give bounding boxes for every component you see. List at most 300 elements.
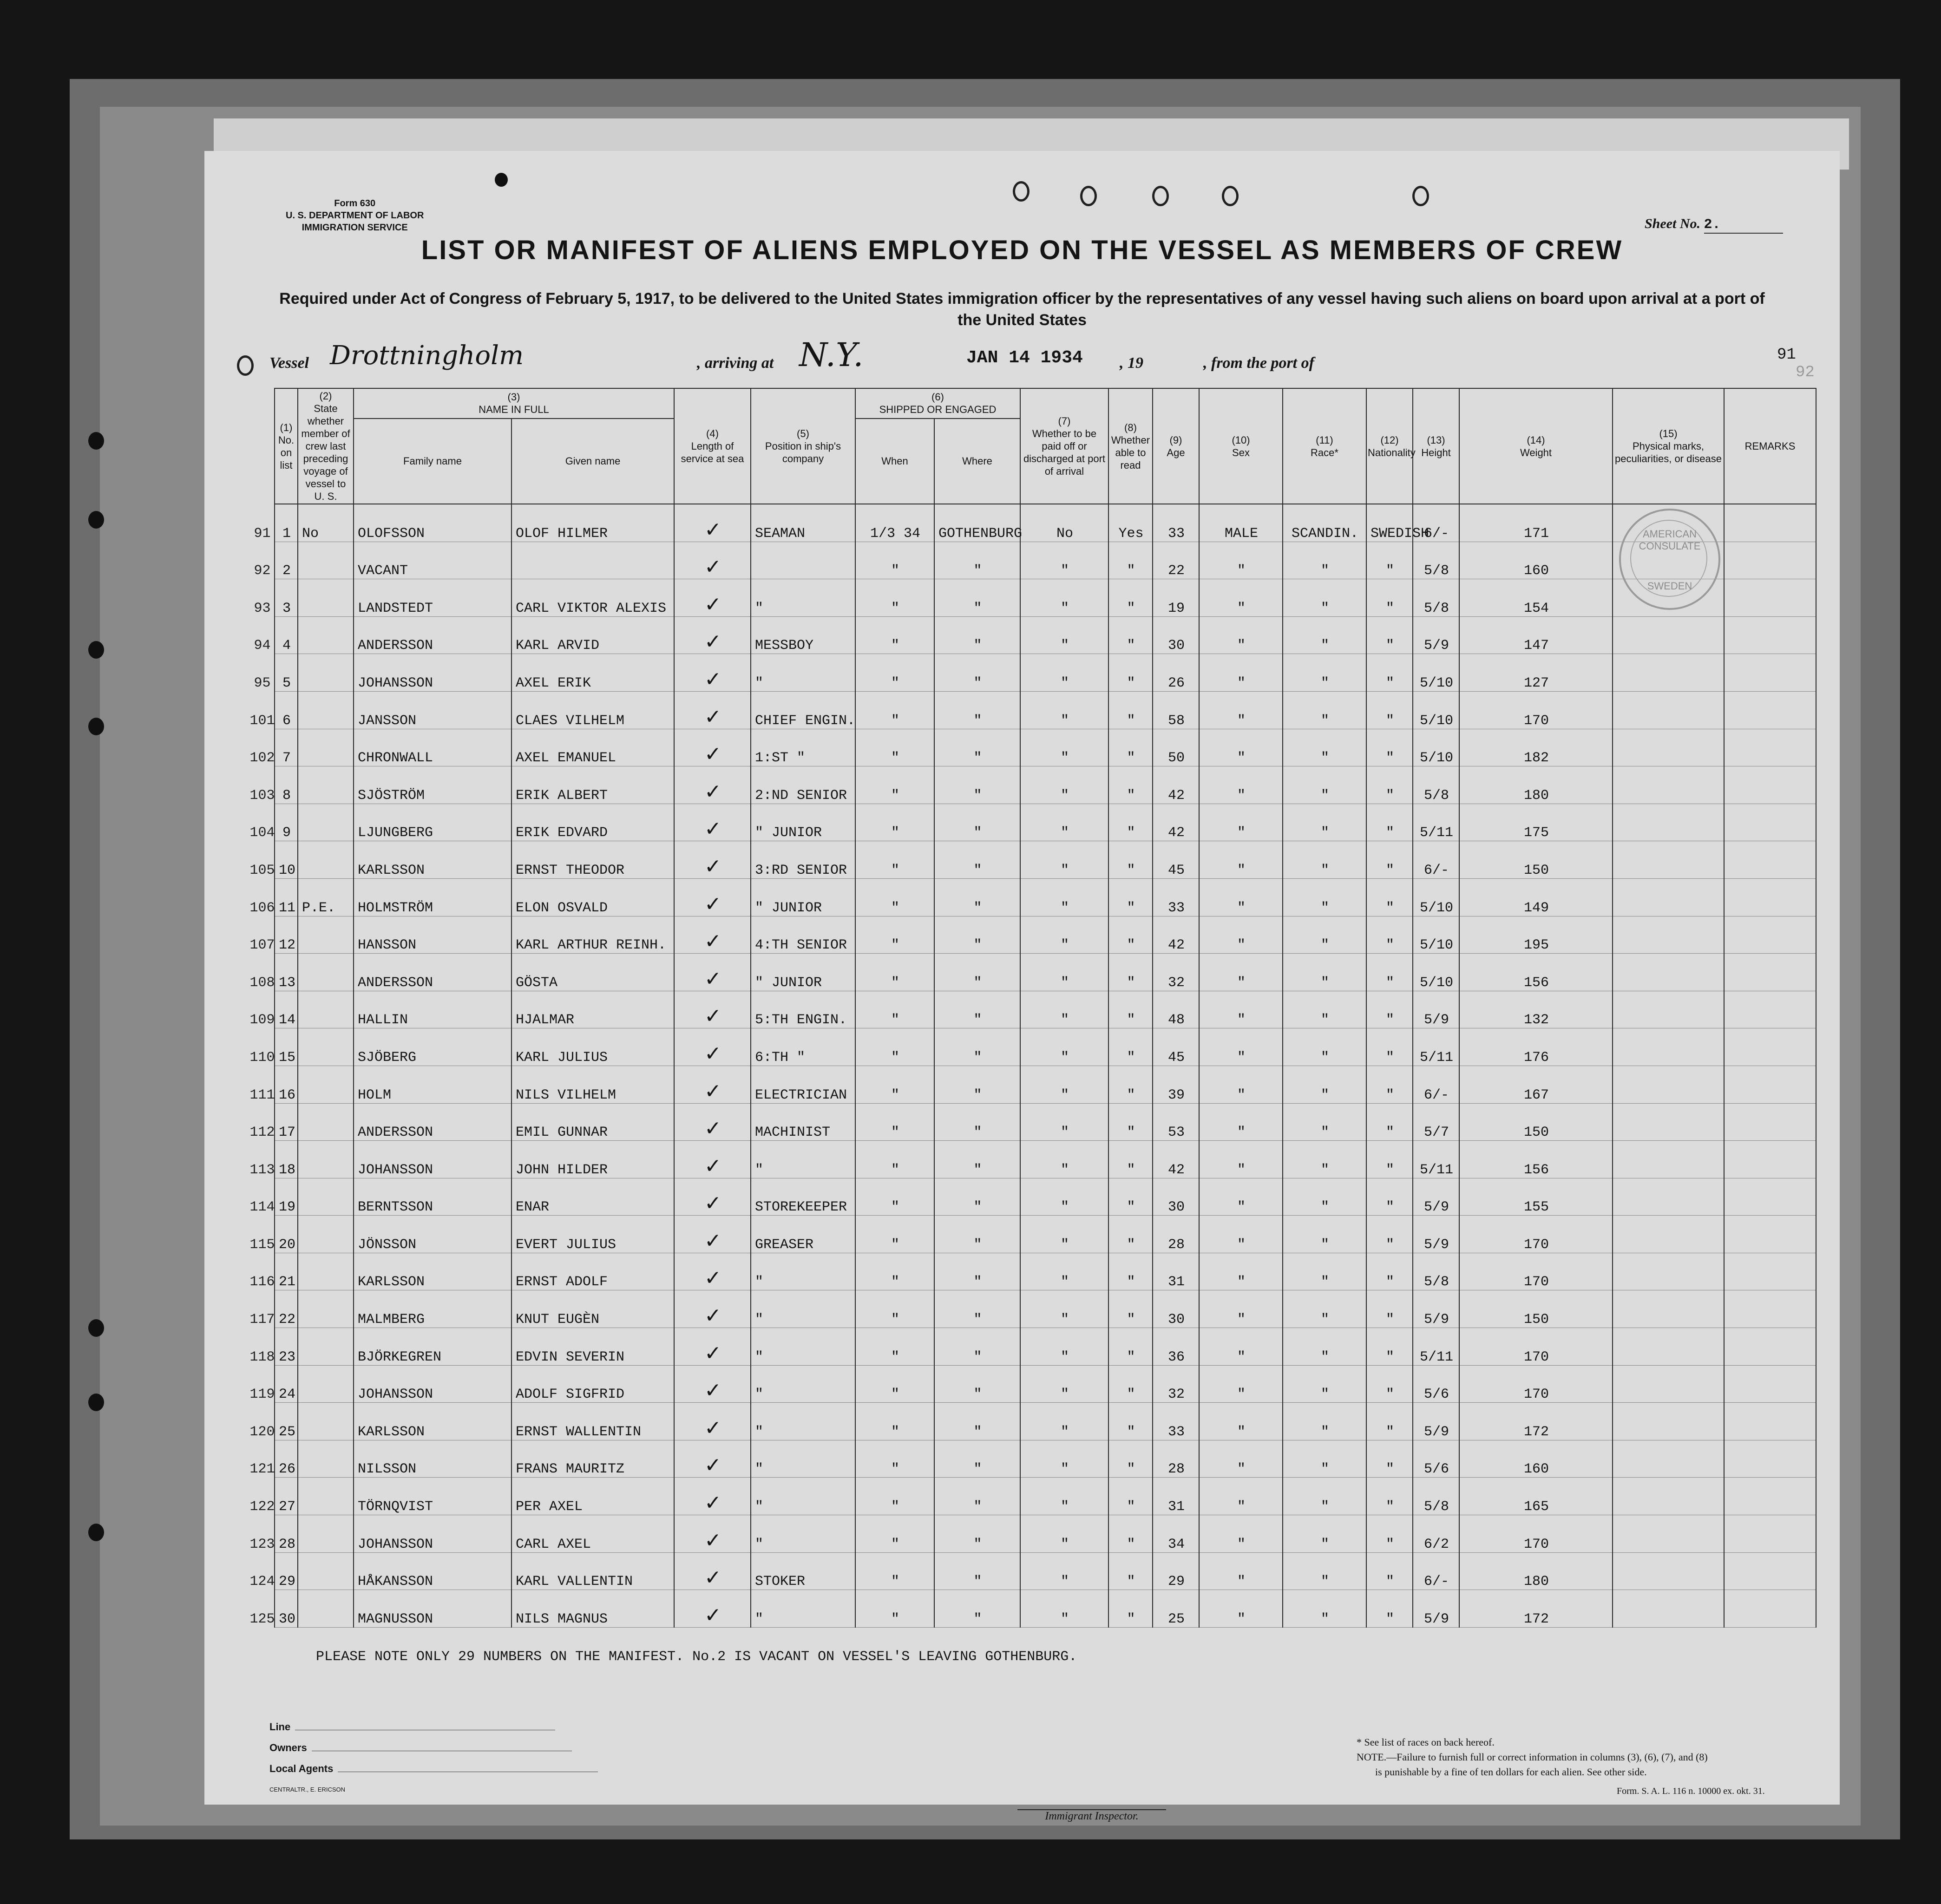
row-number-text: 27 [279,1499,296,1515]
col-header-when: When [855,419,934,504]
paid-off-cell: " [1020,1141,1108,1178]
race-cell: " [1283,616,1366,654]
row-number-cell [249,1552,298,1590]
physical-marks-cell [1613,766,1724,804]
vessel-name: Drottningholm [330,340,524,371]
sex-cell: " [1199,1103,1283,1141]
position-cell: CHIEF ENGIN. [751,691,855,729]
row-number-cell [249,1066,298,1103]
shipped-where-cell: " [934,991,1020,1028]
height-cell: 5/7 [1413,1103,1459,1141]
race-cell: " [1283,1552,1366,1590]
previous-voyage-cell [298,1178,354,1216]
page-subtitle: Required under Act of Congress of February 5, 1917, to be delivered to the United States immigration officer by the representatives of any vessel having such aliens on board upon arrival at a port of the United States [279,290,1765,329]
shipped-when-cell: " [855,729,934,766]
able-to-read-cell: " [1108,1552,1153,1590]
col-header-given-name: Given name [511,419,674,504]
position-cell: MESSBOY [751,616,855,654]
row-number-cell [249,804,298,841]
race-cell: " [1283,878,1366,916]
sex-cell: " [1199,579,1283,617]
manifest-sheet [204,151,1840,1822]
service-length-cell: ✓ [674,991,751,1028]
given-name-cell: EVERT JULIUS [511,1216,674,1253]
family-name-cell: JOHANSSON [354,654,511,692]
nationality-cell: " [1366,1590,1413,1628]
previous-voyage-cell: No [298,504,354,542]
footer-line-field: Line [269,1721,555,1733]
sheet-number-label: Sheet No. [1645,216,1700,231]
able-to-read-cell: " [1108,1028,1153,1066]
height-cell: 5/9 [1413,1216,1459,1253]
sex-cell: " [1199,1328,1283,1366]
table-row [275,616,1816,654]
row-number-text: 3 [282,600,291,616]
weight-cell: 147 [1459,616,1613,654]
given-name-cell: CLAES VILHELM [511,691,674,729]
age-cell: 45 [1153,1028,1199,1066]
previous-voyage-cell [298,841,354,879]
previous-voyage-cell [298,1066,354,1103]
sex-cell: " [1199,654,1283,692]
service-length-cell: ✓ [674,916,751,954]
col-header-paid-off: (7) Whether to be paid off or discharged at port of arrival [1020,388,1108,504]
row-number-cell [249,878,298,916]
service-length-cell: ✓ [674,1253,751,1290]
punch-ring [1152,186,1169,206]
age-cell: 33 [1153,878,1199,916]
previous-voyage-cell [298,1515,354,1553]
row-number-cell [249,1403,298,1440]
row-number-text: 14 [279,1012,296,1028]
nationality-cell: " [1366,1253,1413,1290]
shipped-where-cell: " [934,542,1020,579]
weight-cell: 150 [1459,1290,1613,1328]
position-cell: 5:TH ENGIN. [751,991,855,1028]
shipped-where-cell: " [934,804,1020,841]
race-cell: " [1283,1066,1366,1103]
sex-cell: " [1199,1552,1283,1590]
margin-number: 119 [249,1387,275,1403]
table-row [275,1328,1816,1366]
family-name-cell: JÖNSSON [354,1216,511,1253]
department-name: U. S. DEPARTMENT OF LABOR [286,210,424,221]
remarks-cell [1724,691,1816,729]
weight-cell: 155 [1459,1178,1613,1216]
previous-voyage-cell [298,954,354,991]
shipped-when-cell: " [855,1440,934,1478]
physical-marks-cell [1613,691,1724,729]
race-cell: " [1283,1590,1366,1628]
age-cell: 28 [1153,1440,1199,1478]
service-length-cell: ✓ [674,729,751,766]
table-row [275,1440,1816,1478]
given-name-cell: ENAR [511,1178,674,1216]
height-cell: 5/8 [1413,542,1459,579]
shipped-where-cell: " [934,1066,1020,1103]
margin-number: 91 [254,525,271,542]
nationality-cell: " [1366,1403,1413,1440]
age-cell: 42 [1153,804,1199,841]
table-row [275,1515,1816,1553]
col-header-read: (8) Whether able to read [1108,388,1153,504]
able-to-read-cell: " [1108,616,1153,654]
sex-cell: " [1199,1216,1283,1253]
sex-cell: " [1199,1403,1283,1440]
form-number: Form 630 [334,198,376,209]
row-number-cell [249,1103,298,1141]
row-number-cell [254,542,298,579]
row-number-cell [249,1365,298,1403]
row-number-text: 26 [279,1461,296,1478]
shipped-when-cell: " [855,691,934,729]
previous-voyage-cell [298,1328,354,1366]
inspector-caption: Immigrant Inspector. [1017,1809,1166,1823]
remarks-cell [1724,1066,1816,1103]
inspector-signature [1017,1758,1166,1809]
height-cell: 6/2 [1413,1515,1459,1553]
binder-hole [88,641,104,659]
service-length-cell: ✓ [674,878,751,916]
physical-marks-cell [1613,1028,1724,1066]
previous-voyage-cell [298,916,354,954]
given-name-cell: AXEL ERIK [511,654,674,692]
weight-cell: 150 [1459,1103,1613,1141]
paid-off-cell: " [1020,542,1108,579]
paid-off-cell: " [1020,1028,1108,1066]
shipped-when-cell: " [855,616,934,654]
height-cell: 5/8 [1413,579,1459,617]
family-name-cell: ANDERSSON [354,1103,511,1141]
physical-marks-cell [1613,1515,1724,1553]
sex-cell: " [1199,1178,1283,1216]
race-cell: " [1283,954,1366,991]
weight-cell: 170 [1459,1253,1613,1290]
age-cell: 53 [1153,1103,1199,1141]
given-name-cell: KARL VALLENTIN [511,1552,674,1590]
remarks-cell [1724,1403,1816,1440]
binder-hole [88,1394,104,1411]
given-name-cell: KARL ARVID [511,616,674,654]
position-cell: 3:RD SENIOR [751,841,855,879]
age-cell: 58 [1153,691,1199,729]
row-number-text: 1 [282,525,291,542]
row-number-text: 5 [282,675,291,691]
paid-off-cell: " [1020,1590,1108,1628]
shipped-where-cell: " [934,1515,1020,1553]
paid-off-cell: " [1020,841,1108,879]
row-number-text: 19 [279,1199,296,1216]
service-length-cell: ✓ [674,542,751,579]
age-cell: 48 [1153,991,1199,1028]
margin-number: 105 [249,862,275,878]
paid-off-cell: " [1020,766,1108,804]
family-name-cell: KARLSSON [354,1253,511,1290]
position-cell: " [751,1290,855,1328]
weight-cell: 154 [1459,579,1613,617]
height-cell: 5/11 [1413,1328,1459,1366]
weight-cell: 180 [1459,766,1613,804]
remarks-cell [1724,1590,1816,1628]
margin-number: 121 [249,1461,275,1478]
family-name-cell: CHRONWALL [354,729,511,766]
shipped-when-cell: " [855,1590,934,1628]
manifest-note: PLEASE NOTE ONLY 29 NUMBERS ON THE MANIFEST. No.2 IS VACANT ON VESSEL'S LEAVING GOTHENBURG. [316,1649,1077,1665]
shipped-when-cell: " [855,916,934,954]
remarks-cell [1724,1328,1816,1366]
shipped-where-cell: GOTHENBURG [934,504,1020,542]
family-name-cell: MAGNUSSON [354,1590,511,1628]
given-name-cell: HJALMAR [511,991,674,1028]
height-cell: 5/10 [1413,691,1459,729]
physical-marks-cell [1613,1253,1724,1290]
row-number-cell [249,954,298,991]
able-to-read-cell: " [1108,1103,1153,1141]
nationality-cell: " [1366,616,1413,654]
shipped-when-cell: " [855,991,934,1028]
previous-voyage-cell [298,579,354,617]
previous-voyage-cell [298,991,354,1028]
margin-number: 117 [249,1312,275,1328]
margin-number: 94 [254,638,271,654]
age-cell: 42 [1153,916,1199,954]
previous-voyage-cell [298,691,354,729]
sex-cell: " [1199,1290,1283,1328]
given-name-cell: ERIK EDVARD [511,804,674,841]
arriving-label: , arriving at [697,354,774,372]
punch-ring [1222,186,1239,206]
service-length-cell: ✓ [674,1365,751,1403]
height-cell: 5/11 [1413,1028,1459,1066]
physical-marks-cell [1613,1403,1724,1440]
shipped-when-cell: " [855,841,934,879]
position-cell: " [751,1403,855,1440]
family-name-cell: SJÖBERG [354,1028,511,1066]
table-row [275,916,1816,954]
family-name-cell: BERNTSSON [354,1178,511,1216]
age-cell: 39 [1153,1066,1199,1103]
age-cell: 28 [1153,1216,1199,1253]
shipped-where-cell: " [934,1290,1020,1328]
remarks-cell [1724,991,1816,1028]
race-cell: " [1283,1103,1366,1141]
nationality-cell: " [1366,878,1413,916]
table-row [275,691,1816,729]
shipped-where-cell: " [934,1216,1020,1253]
paid-off-cell: " [1020,1066,1108,1103]
given-name-cell: NILS VILHELM [511,1066,674,1103]
shipped-where-cell: " [934,1440,1020,1478]
race-cell: " [1283,1028,1366,1066]
service-length-cell: ✓ [674,1178,751,1216]
row-number-text: 20 [279,1237,296,1253]
height-cell: 5/9 [1413,1403,1459,1440]
col-header-race: (11) Race* [1283,388,1366,504]
row-number-cell [249,1216,298,1253]
race-cell: " [1283,991,1366,1028]
position-cell: " [751,579,855,617]
physical-marks-cell [1613,1216,1724,1253]
margin-number: 123 [249,1536,275,1552]
sex-cell: " [1199,991,1283,1028]
row-number-cell [249,1328,298,1366]
row-number-text: 7 [282,750,291,766]
physical-marks-cell [1613,1290,1724,1328]
sex-cell: MALE [1199,504,1283,542]
margin-number: 108 [249,975,275,991]
from-port-label: , from the port of [1203,354,1314,372]
shipped-when-cell: " [855,1216,934,1253]
row-number-cell [254,504,298,542]
nationality-cell: " [1366,1103,1413,1141]
sex-cell: " [1199,729,1283,766]
service-length-cell: ✓ [674,1440,751,1478]
position-cell [751,542,855,579]
service-length-cell: ✓ [674,616,751,654]
physical-marks-cell [1613,916,1724,954]
weight-cell: 171 [1459,504,1613,542]
service-length-cell: ✓ [674,1103,751,1141]
margin-number: 95 [254,675,271,691]
weight-cell: 170 [1459,1216,1613,1253]
service-length-cell: ✓ [674,1478,751,1515]
table-row [275,654,1816,692]
margin-number: 107 [249,937,275,954]
weight-cell: 127 [1459,654,1613,692]
family-name-cell: BJÖRKEGREN [354,1328,511,1366]
row-number-text: 6 [282,713,291,729]
row-number-text: 9 [282,825,291,841]
row-number-text: 18 [279,1162,296,1178]
margin-number: 106 [249,900,275,916]
service-length-cell: ✓ [674,841,751,879]
race-cell: " [1283,1440,1366,1478]
shipped-where-cell: " [934,954,1020,991]
table-row [275,1590,1816,1628]
row-number-cell [249,1253,298,1290]
shipped-where-cell: " [934,1103,1020,1141]
able-to-read-cell: " [1108,766,1153,804]
previous-voyage-cell [298,1253,354,1290]
position-cell: " JUNIOR [751,804,855,841]
height-cell: 5/9 [1413,991,1459,1028]
margin-number: 104 [249,825,275,841]
position-cell: STOREKEEPER [751,1178,855,1216]
physical-marks-cell [1613,1178,1724,1216]
given-name-cell: ERNST WALLENTIN [511,1403,674,1440]
row-number-cell [249,729,298,766]
weight-cell: 176 [1459,1028,1613,1066]
margin-number: 112 [249,1125,275,1141]
table-row [275,1216,1816,1253]
sex-cell: " [1199,1478,1283,1515]
height-cell: 6/- [1413,841,1459,879]
position-cell: " [751,654,855,692]
margin-number: 122 [249,1499,275,1515]
able-to-read-cell: " [1108,1328,1153,1366]
sex-cell: " [1199,1590,1283,1628]
shipped-when-cell: " [855,1403,934,1440]
service-length-cell: ✓ [674,691,751,729]
form-code: Form. S. A. L. 116 n. 10000 ex. okt. 31. [1617,1786,1765,1796]
shipped-where-cell: " [934,1253,1020,1290]
previous-voyage-cell [298,1365,354,1403]
shipped-when-cell: " [855,766,934,804]
paid-off-cell: " [1020,1216,1108,1253]
family-name-cell: ANDERSSON [354,954,511,991]
physical-marks-cell [1613,1552,1724,1590]
paid-off-cell: No [1020,504,1108,542]
family-name-cell: JOHANSSON [354,1141,511,1178]
service-name: IMMIGRATION SERVICE [302,222,408,233]
nationality-cell: " [1366,654,1413,692]
row-number-cell [249,1290,298,1328]
shipped-when-cell: " [855,1028,934,1066]
margin-number: 92 [254,563,271,579]
punch-ring [1080,186,1097,206]
row-number-text: 12 [279,937,296,954]
col-header-remarks: REMARKS [1724,388,1816,504]
remarks-cell [1724,542,1816,579]
family-name-cell: KARLSSON [354,841,511,879]
nationality-cell: " [1366,1290,1413,1328]
row-number-cell [249,1178,298,1216]
shipped-when-cell: " [855,1328,934,1366]
nationality-cell: " [1366,1028,1413,1066]
weight-cell: 170 [1459,1365,1613,1403]
weight-cell: 172 [1459,1403,1613,1440]
sheet-number [1645,216,1783,234]
remarks-cell [1724,1141,1816,1178]
punch-ring [1412,186,1429,206]
height-cell: 5/9 [1413,1590,1459,1628]
col-header-previous-voyage: (2) State whether member of crew last preceding voyage of vessel to U. S. [298,388,354,504]
form-header [286,197,424,234]
height-cell: 5/9 [1413,1178,1459,1216]
given-name-cell [511,542,674,579]
nationality-cell: " [1366,1440,1413,1478]
previous-voyage-cell [298,1552,354,1590]
given-name-cell: FRANS MAURITZ [511,1440,674,1478]
binder-hole [88,718,104,735]
given-name-cell: JOHN HILDER [511,1141,674,1178]
margin-number: 114 [249,1199,275,1216]
table-row [275,1478,1816,1515]
table-row [275,1365,1816,1403]
able-to-read-cell: " [1108,729,1153,766]
shipped-when-cell: " [855,1478,934,1515]
height-cell: 5/6 [1413,1440,1459,1478]
sex-cell: " [1199,616,1283,654]
family-name-cell: MALMBERG [354,1290,511,1328]
col-header-height: (13) Height [1413,388,1459,504]
shipped-where-cell: " [934,616,1020,654]
paid-off-cell: " [1020,991,1108,1028]
able-to-read-cell: " [1108,841,1153,879]
previous-voyage-cell [298,1478,354,1515]
col-header-no: (1) No. on list [275,388,298,504]
previous-voyage-cell [298,542,354,579]
position-cell: GREASER [751,1216,855,1253]
paid-off-cell: " [1020,1328,1108,1366]
row-number-text: 17 [279,1125,296,1141]
binder-hole [88,511,104,529]
remarks-cell [1724,766,1816,804]
col-header-sex: (10) Sex [1199,388,1283,504]
age-cell: 25 [1153,1590,1199,1628]
page-mark: 91 [1777,346,1796,364]
table-row [275,1103,1816,1141]
